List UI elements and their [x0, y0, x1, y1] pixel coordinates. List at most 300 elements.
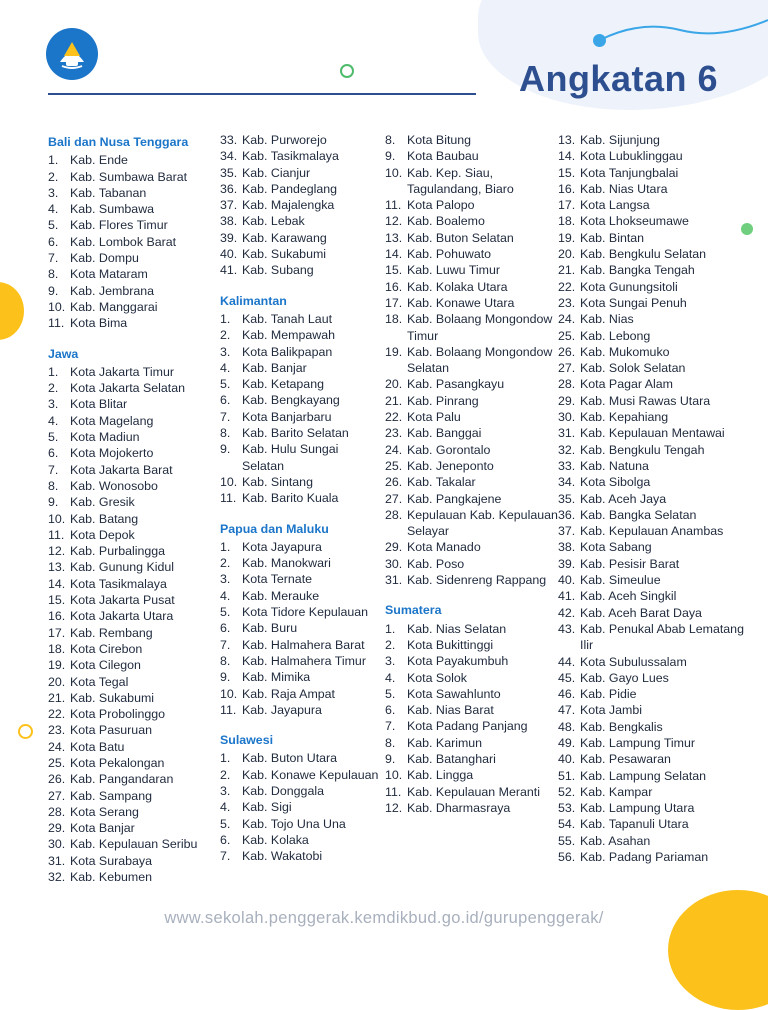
item-number: 6.	[220, 832, 231, 847]
list-item	[48, 478, 218, 494]
item-number: 36.	[220, 181, 238, 196]
item-number: 46.	[558, 687, 576, 702]
list-item	[48, 853, 218, 869]
item-number: 17.	[558, 198, 576, 213]
item-number: 3.	[220, 783, 231, 798]
item-number: 26.	[558, 344, 576, 359]
item-label: Kab. Purworejo	[242, 133, 327, 147]
section-heading: Bali dan Nusa Tenggara	[48, 135, 189, 149]
item-number: 7.	[385, 719, 396, 734]
list-item	[48, 511, 218, 527]
item-label: Kab. Wakatobi	[242, 849, 323, 864]
item-label: Kab. Sumbawa	[70, 202, 155, 217]
item-label: Kab. Hulu Sungai Selatan	[242, 442, 339, 473]
item-label: Kota Lubuklinggau	[580, 149, 683, 164]
item-number: 39.	[558, 556, 576, 571]
list-item	[48, 364, 218, 380]
list-item	[558, 295, 758, 311]
item-label: Kab. Sukabumi	[70, 690, 155, 705]
list-item	[220, 262, 380, 278]
list-item	[385, 572, 560, 588]
item-label: Kota Cirebon	[70, 641, 143, 656]
list-item	[220, 311, 380, 327]
item-number: 10.	[48, 299, 66, 314]
item-label: Kota Jakarta Timur	[70, 364, 174, 379]
item-number: 28.	[385, 507, 403, 522]
item-label: Kab. Konawe Utara	[407, 295, 515, 310]
section-heading: Papua dan Maluku	[220, 521, 329, 536]
list-item	[48, 706, 218, 722]
list-item	[48, 250, 218, 266]
list-item	[558, 311, 758, 327]
item-label: Kab. Gayo Lues	[580, 670, 669, 685]
item-label: Kab. Sumbawa Barat	[70, 169, 188, 184]
list-item	[48, 576, 218, 592]
item-number: 22.	[558, 279, 576, 294]
item-number: 10.	[220, 474, 238, 489]
list-item	[385, 148, 560, 164]
item-number: 10.	[220, 686, 238, 701]
item-label: Kab. Luwu Timur	[407, 263, 500, 278]
item-number: 26.	[385, 475, 403, 490]
item-number: 15.	[385, 263, 403, 278]
item-label: Kab. Dompu	[70, 251, 139, 266]
item-label: Kota Palopo	[407, 198, 475, 213]
item-label: Kab. Pangandaran	[70, 772, 174, 787]
item-label: Kab. Sigi	[242, 800, 292, 815]
item-label: Kab. Pasangkayu	[407, 377, 505, 392]
item-label: Kota Payakumbuh	[407, 654, 509, 669]
item-number: 9.	[48, 495, 59, 510]
item-label: Kab. Purbalingga	[70, 544, 166, 559]
item-label: Kab. Poso	[407, 556, 465, 571]
item-number: 25.	[385, 458, 403, 473]
item-label: Kab. Pangkajene	[407, 491, 502, 506]
list-item	[220, 165, 380, 181]
item-label: Kab. Buton Utara	[242, 751, 338, 766]
item-number: 38.	[220, 214, 238, 229]
item-number: 19.	[385, 344, 403, 359]
item-label: Kota Pagar Alam	[580, 377, 673, 392]
item-number: 16.	[385, 279, 403, 294]
item-number: 14.	[48, 576, 66, 591]
list-item	[558, 328, 758, 344]
item-label: Kab. Lebong	[580, 328, 651, 343]
item-number: 29.	[558, 393, 576, 408]
list-item	[48, 445, 218, 461]
list-item	[385, 344, 560, 377]
item-number: 14.	[385, 247, 403, 262]
item-number: 17.	[385, 295, 403, 310]
item-number: 25.	[558, 328, 576, 343]
list-item	[558, 539, 758, 555]
item-number: 35.	[220, 165, 238, 180]
item-label: Kota Probolinggo	[70, 707, 166, 722]
list-item	[48, 788, 218, 804]
item-number: 37.	[558, 524, 576, 539]
item-label: Kab. Nias	[580, 312, 634, 327]
item-label: Kab. Lampung Selatan	[580, 768, 707, 783]
item-label: Kab. Batanghari	[407, 751, 496, 766]
list-column-1	[48, 132, 218, 885]
list-item	[48, 494, 218, 510]
item-number: 27.	[558, 361, 576, 376]
item-label: Kab. Penukal Abab Lematang Ilir	[580, 621, 744, 653]
item-label: Kota Baubau	[407, 149, 479, 164]
item-label: Kota Langsa	[580, 198, 650, 213]
page-title: Angkatan 6	[518, 58, 718, 99]
list-item	[220, 441, 380, 474]
list-item	[48, 592, 218, 608]
list-item	[48, 755, 218, 771]
item-label: Kab. Tapanuli Utara	[580, 817, 689, 832]
item-number: 34.	[220, 149, 238, 164]
item-number: 7.	[220, 637, 231, 652]
list-item	[558, 246, 758, 262]
list-item	[558, 816, 758, 832]
item-label: Kab. Bangka Selatan	[580, 507, 697, 522]
item-label: Kota Jakarta Barat	[70, 462, 173, 477]
list-item	[558, 670, 758, 686]
item-number: 56.	[558, 850, 576, 865]
item-label: Kota Depok	[70, 527, 135, 542]
item-label: Kab. Majalengka	[242, 198, 335, 213]
item-number: 30.	[558, 410, 576, 425]
item-number: 11.	[48, 316, 65, 331]
list-item	[558, 425, 758, 441]
list-item	[48, 641, 218, 657]
item-label: Kab. Halmahera Barat	[242, 637, 365, 652]
item-number: 1.	[48, 364, 59, 379]
list-item	[558, 165, 758, 181]
item-number: 11.	[385, 784, 402, 799]
item-label: Kab. Boalemo	[407, 214, 485, 229]
item-number: 8.	[385, 735, 396, 750]
item-label: Kab. Konawe Kepulauan	[242, 767, 379, 782]
list-item	[48, 739, 218, 755]
list-item	[220, 197, 380, 213]
item-label: Kab. Kolaka Utara	[407, 279, 508, 294]
item-label: Kab. Banjar	[242, 360, 307, 375]
item-label: Kab. Nias Selatan	[407, 621, 507, 636]
list-item	[220, 132, 380, 148]
list-item	[48, 201, 218, 217]
item-label: Kepulauan Kab. Kepulauan Selayar	[407, 507, 558, 539]
list-item	[558, 213, 758, 229]
list-item	[220, 799, 380, 815]
list-item	[385, 442, 560, 458]
list-item	[558, 474, 758, 490]
list-item	[48, 543, 218, 559]
item-label: Kab. Wonosobo	[70, 478, 158, 493]
list-item	[385, 458, 560, 474]
item-number: 43.	[558, 621, 576, 636]
list-item	[385, 539, 560, 555]
item-label: Kab. Bintan	[580, 230, 645, 245]
list-item	[220, 816, 380, 832]
item-number: 3.	[220, 344, 231, 359]
item-number: 49.	[558, 735, 576, 750]
list-item	[48, 462, 218, 478]
item-label: Kota Pasuruan	[70, 723, 152, 738]
list-item	[385, 165, 560, 198]
item-label: Kota Ternate	[242, 572, 313, 587]
list-item	[48, 413, 218, 429]
item-label: Kab. Buru	[242, 621, 298, 636]
list-item	[385, 686, 560, 702]
item-label: Kab. Aceh Jaya	[580, 491, 667, 506]
list-item	[48, 266, 218, 282]
item-label: Kab. Solok Selatan	[580, 361, 686, 376]
list-item	[220, 620, 380, 636]
item-label: Kab. Bengkayang	[242, 393, 340, 408]
item-number: 29.	[48, 821, 66, 836]
item-label: Kab. Buton Selatan	[407, 230, 514, 245]
item-number: 9.	[220, 442, 231, 457]
item-number: 28.	[48, 804, 66, 819]
list-item	[48, 836, 218, 852]
item-label: Kota Mataram	[70, 267, 148, 282]
item-number: 7.	[48, 462, 59, 477]
item-number: 5.	[220, 605, 231, 620]
item-number: 11.	[385, 198, 402, 213]
item-number: 5.	[220, 377, 231, 392]
item-number: 22.	[385, 410, 403, 425]
item-label: Kota Cilegon	[70, 658, 141, 673]
item-number: 12.	[385, 214, 403, 229]
item-label: Kota Balikpapan	[242, 344, 333, 359]
item-number: 3.	[220, 572, 231, 587]
item-label: Kab. Kepulauan Mentawai	[580, 426, 725, 441]
item-label: Kota Pekalongan	[70, 755, 165, 770]
item-label: Kota Jakarta Selatan	[70, 381, 186, 396]
item-number: 25.	[48, 755, 66, 770]
item-number: 15.	[48, 593, 66, 608]
item-number: 30.	[385, 556, 403, 571]
item-number: 5.	[385, 686, 396, 701]
item-label: Kab. Nias Utara	[580, 181, 668, 196]
item-number: 27.	[385, 491, 403, 506]
list-item	[48, 169, 218, 185]
list-item	[48, 185, 218, 201]
item-number: 5.	[48, 430, 59, 445]
item-label: Kab. Kebumen	[70, 870, 152, 885]
list-item	[558, 735, 758, 751]
list-item	[48, 152, 218, 168]
item-number: 18.	[48, 641, 66, 656]
item-label: Kab. Aceh Singkil	[580, 589, 677, 604]
item-label: Kab. Pohuwato	[407, 247, 492, 262]
item-number: 13.	[558, 133, 576, 147]
list-item	[558, 344, 758, 360]
item-number: 32.	[558, 442, 576, 457]
list-column-4	[558, 132, 758, 865]
item-label: Kab. Pidie	[580, 687, 637, 702]
item-number: 45.	[558, 670, 576, 685]
item-number: 9.	[48, 283, 59, 298]
list-item	[558, 686, 758, 702]
list-item	[385, 311, 560, 344]
list-item	[558, 376, 758, 392]
item-number: 13.	[48, 560, 66, 575]
item-number: 16.	[558, 181, 576, 196]
item-label: Kota Sibolga	[580, 475, 651, 490]
list-item	[48, 559, 218, 575]
item-number: 1.	[220, 539, 231, 554]
item-label: Kab. Banggai	[407, 426, 482, 441]
item-label: Kab. Lebak	[242, 214, 305, 229]
list-item	[385, 556, 560, 572]
list-item	[558, 556, 758, 572]
item-number: 40.	[558, 573, 576, 588]
item-number: 1.	[220, 751, 231, 766]
kemdikbud-logo-icon	[46, 28, 98, 80]
item-label: Kab. Barito Selatan	[242, 426, 349, 441]
list-item	[220, 327, 380, 343]
item-number: 29.	[385, 540, 403, 555]
list-item	[558, 784, 758, 800]
item-label: Kab. Sampang	[70, 788, 152, 803]
item-label: Kab. Subang	[242, 263, 314, 278]
item-number: 31.	[385, 573, 403, 588]
item-number: 4.	[220, 800, 231, 815]
item-label: Kota Blitar	[70, 397, 128, 412]
list-item	[385, 621, 560, 637]
item-number: 28.	[558, 377, 576, 392]
list-item	[48, 396, 218, 412]
item-number: 8.	[220, 426, 231, 441]
item-label: Kab. Gorontalo	[407, 442, 491, 457]
list-item	[220, 637, 380, 653]
item-label: Kota Palu	[407, 410, 461, 425]
list-item	[220, 474, 380, 490]
item-label: Kab. Manggarai	[70, 299, 158, 314]
decorative-dot	[593, 34, 606, 47]
item-number: 10.	[385, 768, 403, 783]
item-number: 8.	[48, 478, 59, 493]
item-label: Kab. Kolaka	[242, 832, 309, 847]
list-item	[385, 751, 560, 767]
item-number: 23.	[48, 723, 66, 738]
list-item	[558, 588, 758, 604]
item-number: 7.	[220, 409, 231, 424]
item-number: 3.	[385, 654, 396, 669]
list-item	[220, 750, 380, 766]
list-item	[220, 555, 380, 571]
list-item	[220, 425, 380, 441]
list-column-2	[220, 132, 380, 864]
item-label: Kota Padang Panjang	[407, 719, 528, 734]
list-item	[220, 344, 380, 360]
decorative-circle	[668, 890, 768, 1010]
item-label: Kab. Bangka Tengah	[580, 263, 695, 278]
item-label: Kab. Ketapang	[242, 377, 324, 392]
item-label: Kab. Nias Barat	[407, 703, 494, 718]
list-item	[220, 181, 380, 197]
list-item	[558, 262, 758, 278]
item-label: Kab. Gresik	[70, 495, 135, 510]
list-item	[385, 637, 560, 653]
list-item	[48, 771, 218, 787]
item-number: 24.	[48, 739, 66, 754]
item-number: 15.	[558, 165, 576, 180]
list-item	[558, 458, 758, 474]
item-number: 1.	[220, 311, 231, 326]
item-number: 6.	[385, 703, 396, 718]
item-number: 5.	[48, 218, 59, 233]
item-number: 1.	[48, 153, 59, 168]
list-item	[558, 572, 758, 588]
list-item	[385, 800, 560, 816]
list-item	[220, 669, 380, 685]
item-number: 41.	[558, 589, 576, 604]
item-number: 12.	[48, 544, 66, 559]
item-label: Kab. Asahan	[580, 833, 651, 848]
item-label: Kota Magelang	[70, 413, 154, 428]
item-label: Kab. Simeulue	[580, 573, 661, 588]
list-item	[385, 767, 560, 783]
item-number: 12.	[385, 800, 403, 815]
item-number: 36.	[558, 507, 576, 522]
list-item	[385, 132, 560, 148]
item-number: 24.	[558, 312, 576, 327]
item-label: Kab. Rembang	[70, 625, 153, 640]
list-item	[385, 702, 560, 718]
list-item	[558, 148, 758, 164]
item-label: Kota Jambi	[580, 703, 642, 718]
item-number: 34.	[558, 475, 576, 490]
list-item	[220, 783, 380, 799]
item-number: 2.	[220, 556, 231, 571]
item-number: 35.	[558, 491, 576, 506]
item-number: 4.	[220, 360, 231, 375]
list-item	[385, 197, 560, 213]
item-number: 31.	[558, 426, 576, 441]
list-item	[220, 653, 380, 669]
list-item	[48, 820, 218, 836]
item-number: 21.	[558, 263, 576, 278]
item-label: Kab. Mimika	[242, 670, 311, 685]
item-number: 10.	[48, 511, 66, 526]
item-label: Kota Sungai Penuh	[580, 295, 687, 310]
item-number: 3.	[48, 397, 59, 412]
footer-url[interactable]: www.sekolah.penggerak.kemdikbud.go.id/gurupenggerak/	[164, 909, 604, 927]
item-number: 13.	[385, 230, 403, 245]
item-number: 17.	[48, 625, 66, 640]
item-label: Kota Sawahlunto	[407, 686, 501, 701]
decorative-ring	[340, 64, 354, 78]
list-item	[385, 262, 560, 278]
divider	[48, 93, 476, 95]
item-label: Kota Bitung	[407, 133, 472, 147]
list-item	[385, 784, 560, 800]
list-item	[558, 507, 758, 523]
item-label: Kota Manado	[407, 540, 481, 555]
item-label: Kab. Padang Pariaman	[580, 850, 709, 865]
decorative-circle	[0, 282, 24, 340]
item-label: Kab. Cianjur	[242, 165, 311, 180]
list-item	[558, 393, 758, 409]
item-label: Kab. Pandeglang	[242, 181, 338, 196]
item-label: Kab. Kepahiang	[580, 410, 669, 425]
list-item	[385, 507, 560, 540]
item-number: 18.	[385, 312, 403, 327]
item-label: Kota Solok	[407, 670, 467, 685]
list-item	[558, 768, 758, 784]
item-label: Kab. Pinrang	[407, 393, 479, 408]
item-number: 8.	[385, 133, 396, 147]
section-heading: Kalimantan	[220, 293, 287, 308]
